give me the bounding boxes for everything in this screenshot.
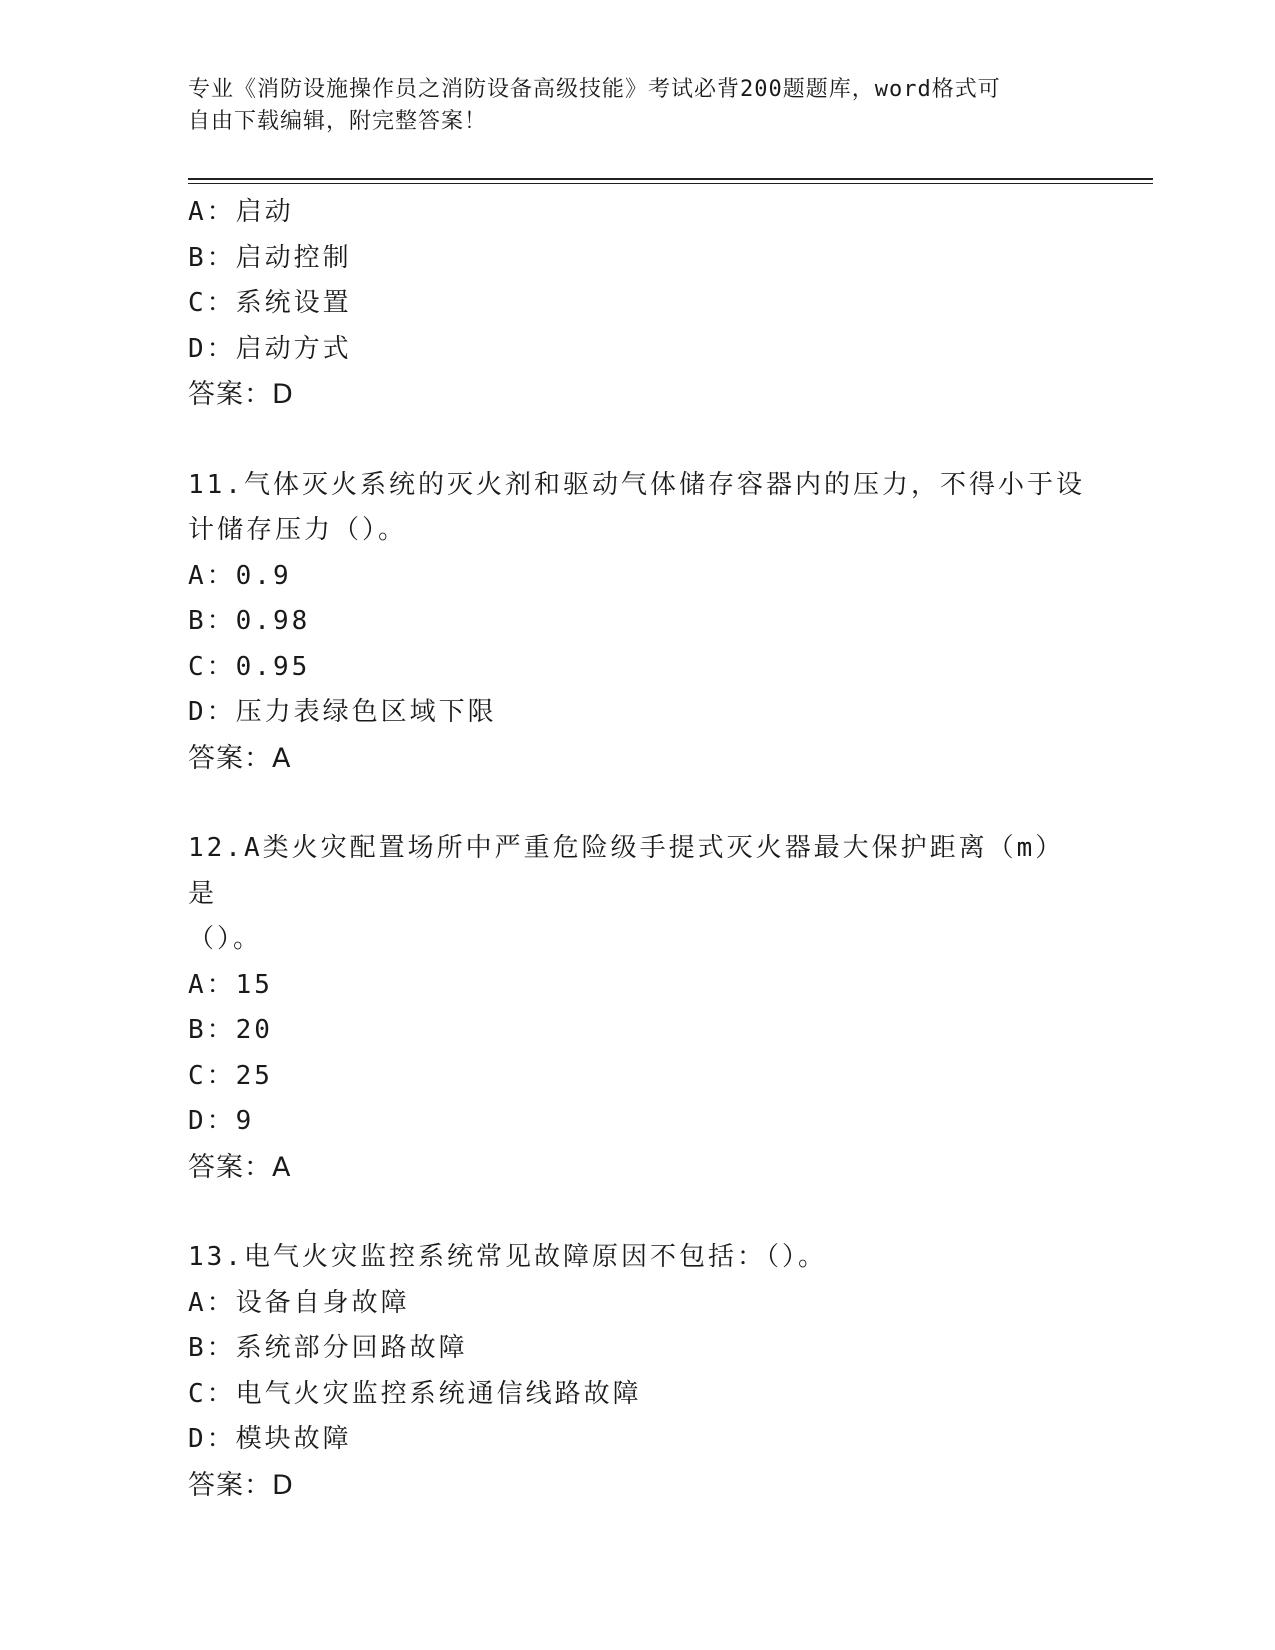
header-divider-thick — [188, 178, 1153, 180]
option-d: D：压力表绿色区域下限 — [188, 697, 497, 727]
spacer — [188, 1190, 1088, 1235]
option-c: C：25 — [188, 1060, 273, 1091]
option-a: A：启动 — [188, 197, 294, 227]
option-b: B：系统部分回路故障 — [188, 1333, 468, 1363]
option-a: A：设备自身故障 — [188, 1287, 410, 1318]
answer-label: 答案：D — [188, 379, 294, 410]
spacer — [188, 781, 1088, 826]
option-b: B：20 — [188, 1015, 273, 1045]
option-d: D：9 — [188, 1106, 255, 1136]
question-11 — [188, 463, 1088, 782]
option-d: D：模块故障 — [188, 1424, 352, 1454]
option-b: B：启动控制 — [188, 242, 352, 273]
document-header — [188, 74, 1088, 138]
question-list — [188, 190, 1088, 1508]
question-stem: 12.A类火灾配置场所中严重危险级手提式灭火器最大保护距离（m）是 — [188, 833, 1065, 909]
option-c: C：0.95 — [188, 651, 311, 682]
answer-label: 答案：D — [188, 1469, 294, 1501]
question-stem: 13.电气火灾监控系统常见故障原因不包括：（）。 — [188, 1242, 827, 1272]
option-c: C：系统设置 — [188, 288, 352, 318]
question-13 — [188, 1235, 1088, 1508]
option-a: A：0.9 — [188, 560, 292, 591]
header-line-1: 专业《消防设施操作员之消防设备高级技能》考试必背200题题库，word格式可 — [188, 77, 1001, 102]
spacer — [188, 418, 1088, 463]
answer-label: 答案：A — [188, 742, 292, 774]
option-c: C：电气火灾监控系统通信线路故障 — [188, 1378, 642, 1409]
question-stem-continued: 计储存压力（）。 — [188, 515, 408, 545]
question-stem: 11.气体灭火系统的灭火剂和驱动气体储存容器内的压力，不得小于设 — [188, 469, 1085, 500]
answer-label: 答案：A — [188, 1151, 292, 1183]
option-d: D：启动方式 — [188, 333, 352, 364]
option-a: A：15 — [188, 969, 273, 1000]
header-divider-thin — [188, 183, 1153, 184]
option-b: B：0.98 — [188, 606, 311, 636]
header-line-2: 自由下载编辑，附完整答案！ — [188, 109, 488, 134]
question-stem-continued: （）。 — [188, 924, 263, 954]
question-10-continued — [188, 190, 1088, 418]
question-12 — [188, 826, 1088, 1190]
